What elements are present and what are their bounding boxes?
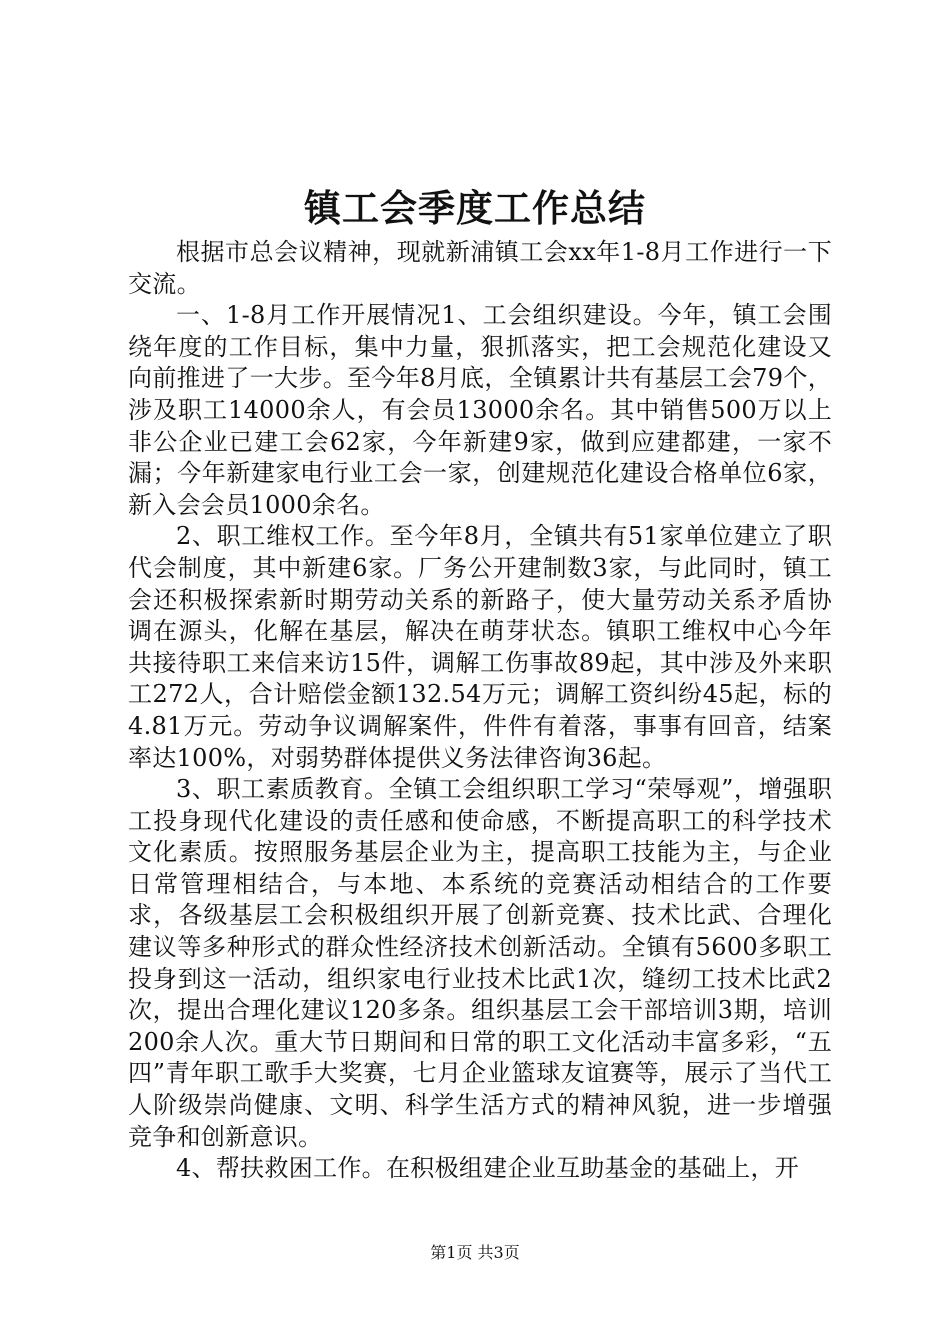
paragraph-rights-protection: 2、职工维权工作。至今年8月，全镇共有51家单位建立了职代会制度，其中新建6家。厂务公开建制数3家，与此同时，镇工会还积极探索新时期劳动关系的新路子，使大量劳动关系矛盾协调在源头，化解在基层，解决在萌芽状态。镇职工维权中心今年共接待职工来信来访15件，调解工伤事故89起，其中涉及外来职工272人，合计赔偿金额132.54万元；调解工资纠纷45起，标的4.81万元。劳动争议调解案件，件件有着落，事事有回音，结案率达100%，对弱势群体提供义务法律咨询36起。 — [128, 522, 832, 772]
document-body — [128, 237, 832, 1185]
paragraph-intro: 根据市总会议精神，现就新浦镇工会xx年1-8月工作进行一下交流。 — [128, 238, 832, 298]
paragraph-quality-education: 3、职工素质教育。全镇工会组织职工学习“荣辱观”，增强职工投身现代化建设的责任感和使命感，不断提高职工的科学技术文化素质。按照服务基层企业为主，提高职工技能为主，与企业日常管理相结合，与本地、本系统的竞赛活动相结合的工作要求，各级基层工会积极组织开展了创新竞赛、技术比武、合理化建议等多种形式的群众性经济技术创新活动。全镇有5600多职工投身到这一活动，组织家电行业技术比武1次，缝纫工技术比武2次，提出合理化建议120多条。组织基层工会干部培训3期，培训200余人次。重大节日期间和日常的职工文化活动丰富多彩，“五四”青年职工歌手大奖赛，七月企业篮球友谊赛等，展示了当代工人阶级崇尚健康、文明、科学生活方式的精神风貌，进一步增强竞争和创新意识。 — [128, 775, 832, 1151]
page-number-footer: 第1页 共3页 — [430, 1243, 520, 1262]
document-title: 镇工会季度工作总结 — [304, 186, 646, 230]
paragraph-assistance-work: 4、帮扶救困工作。在积极组建企业互助基金的基础上，开 — [176, 1154, 800, 1183]
paragraph-organization-building: 一、1-8月工作开展情况1、工会组织建设。今年，镇工会围绕年度的工作目标，集中力量，狠抓落实，把工会规范化建设又向前推进了一大步。至今年8月底，全镇累计共有基层工会79个，涉及职工14000余人，有会员13000余名。其中销售500万以上非公企业已建工会62家，今年新建9家，做到应建都建，一家不漏；今年新建家电行业工会一家，创建规范化建设合格单位6家，新入会会员1000余名。 — [128, 301, 832, 519]
